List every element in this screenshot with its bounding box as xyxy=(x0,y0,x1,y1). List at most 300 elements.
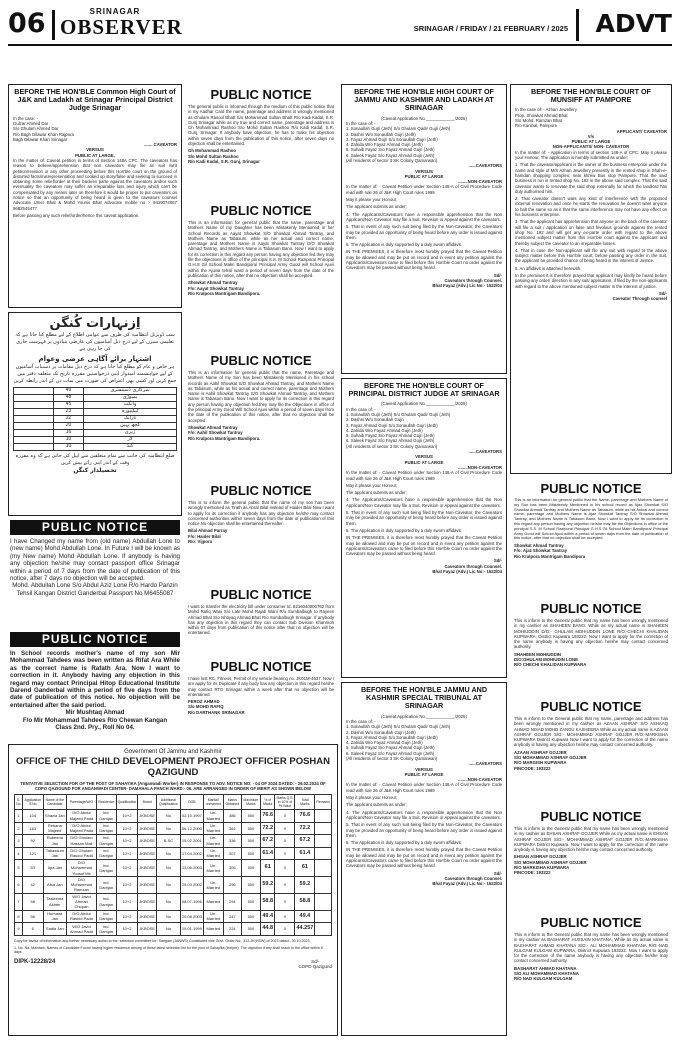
table-cell: JKBOSE xyxy=(138,822,157,835)
table-cell: JKBOSE xyxy=(138,847,157,860)
urdu-tail: ضلع انتظامیہ کی جانب سے تمام متعلقین سے اپیل کی جاتی ہے کہ وہ مقررہ وقت کے اندر اپنی رائے پیش کریں xyxy=(15,453,175,466)
column-header: Total Marks xyxy=(295,795,315,810)
table-cell: Un-Married xyxy=(203,847,223,860)
signature-mark: Sd/- xyxy=(493,272,502,278)
table-cell: 0 xyxy=(275,835,295,848)
urdu-table xyxy=(13,387,177,451)
table-cell: Ind. Damjan xyxy=(96,893,116,910)
party-line: 5. Suhaib Fayaz S/o Fayaz Ahmad Gujri (Jeth) xyxy=(346,147,435,153)
urdu-cell: 45 xyxy=(54,402,84,409)
party-line: 1. Sonaullah Gujri (Jeth) S/o Ghulam Qadir Gujri (Jeth) xyxy=(346,126,451,132)
notice-signature: R/o Kralpora Mantrigam Bandipora. xyxy=(188,435,261,441)
notice-title: PUBLIC NOTICE xyxy=(540,915,642,930)
table-cell: 44.257 xyxy=(295,923,315,936)
notice-body: In the matter of: - Application in terms of section 148-A of CPC. May it please your Honour, The application is humbly submitted as under; xyxy=(515,149,667,161)
urdu-cell: 20 xyxy=(54,423,84,430)
notice-signature: PINCODE: 193222 xyxy=(514,765,551,771)
table-cell xyxy=(315,835,332,848)
table-cell: JKBOSE xyxy=(138,923,157,936)
notice-body: 5. That in event of any such suit being filed by the Non-Caveator, the Caveators may be provided an opportunity of being heard before any order is issued against them. xyxy=(346,510,502,526)
table-cell: 500 xyxy=(241,847,260,860)
notice-body: 6. The Application is duly supported by a duly sworn affidavit. xyxy=(346,840,462,846)
table-cell: 59.2 xyxy=(260,876,275,893)
table-cell: D/O Abdul Majeed Padd xyxy=(67,822,97,835)
notice-body: 4. The Applicants/Caveators have a responsible apprehension that the Non Applicant/Non Caveator may file a Suit, Revision or Appeal against the caveators. xyxy=(346,809,502,820)
table-cell: 6 xyxy=(15,876,23,893)
table-cell: Un-Married xyxy=(203,876,223,893)
table-cell: 247 xyxy=(223,910,241,923)
notice-title: PUBLIC NOTICE xyxy=(210,87,312,102)
public-notice-shaheen xyxy=(510,598,672,694)
table-cell: 49.4 xyxy=(260,910,275,923)
urdu-cell: 23 xyxy=(54,409,84,416)
table-cell: 500 xyxy=(241,923,260,936)
table-cell: Rehana Majeed xyxy=(43,822,66,835)
footnote: Copy for favour of information and further necessary action to the: selection committee for: Sangam (JANWS) Constituted vide Govt. Order No:- 312-JK(HSW) of 2023 dated:- 30.10.2023. xyxy=(14,938,311,943)
notice-signature: R/O MARKISHA KUPWARA xyxy=(514,865,570,871)
table-cell: 8 xyxy=(15,910,23,923)
table-cell: D/O Abdul Rashid Padd xyxy=(67,910,97,923)
notice-body: I want to transfer the electricity bill under consumer Id. 8216040000762 from Mohd Rafiq Wani S/o Late Mohd Rajab Wani R/o Sumbalbugh to Rayees Ahmad Bhat S/o Ishtiyaq Ahmad Bhat R/o Sumbalbugh Srinagar. If anybody has any objection in this regard they can contact Sub Division Khanmoh within 07 days from publication of this notice after that no objection will be entertained. xyxy=(188,604,334,636)
notice-body: 5. That in event of any such suit being filed by the Non-Caveator, the Caveators may be provided an opportunity of being heard before any order is issued against them. xyxy=(346,224,502,240)
notice-signature: Gh Mohammad Rashoo xyxy=(188,148,236,154)
table-cell: 10+2 xyxy=(116,910,138,923)
table-cell: 10+2 xyxy=(116,835,138,848)
table-cell: 10+2 xyxy=(116,923,138,936)
table-cell: No xyxy=(157,923,181,936)
table-cell: W/O Javid Ahmad Chopan xyxy=(67,893,97,910)
notice-signature: S/O ALI MOHAMMAD KHATANA xyxy=(514,971,579,977)
public-notice-ehsan xyxy=(510,806,672,910)
notice-title: BEFORE THE HON'BLE HIGH COURT OF JAMMU AND KASHMIR AND LADAKH AT SRINAGAR xyxy=(354,87,494,113)
notice-signature: Mir Mushtaq Ahmad xyxy=(65,709,125,717)
notice-signature: F/o: Aayat Showkat Tantray xyxy=(188,285,244,291)
table-row xyxy=(15,910,332,923)
public-notice-vehicle xyxy=(184,656,338,740)
notice-signature: Showkat Ahmad Tantray xyxy=(188,424,238,430)
table-cell: Ind. Damjan xyxy=(96,810,116,823)
table-cell: JKBOSE xyxy=(138,860,157,877)
logo-top: SRINAGAR xyxy=(89,7,141,16)
table-row xyxy=(15,822,332,835)
party-role: PUBLIC AT LARGE xyxy=(404,771,444,777)
section-label: ADVT xyxy=(576,9,672,41)
notice-signature: R/O CHECHI KHALIDAN KUPWARA xyxy=(514,662,587,668)
table-cell: Un-Married xyxy=(203,822,223,835)
case-line: In the case of: - xyxy=(346,718,376,724)
table-cell: D/O Mohammad Yousuf Mir xyxy=(67,860,97,877)
notice-body: In the matter of: - Caveat Petition under Section 148-A of Civil Procedure Code read with rule 26 of J&K High Court rules 1999 xyxy=(346,470,502,481)
party-line: 4. Zahida W/o Fayaz Ahmad Gujri (Jeth) xyxy=(346,142,423,148)
notice-title: PUBLIC NOTICE xyxy=(540,481,642,496)
notice-body: In School records mother's name of my son Mir Mohammad Tahdees was been written as Rifat Ara While as the correct name is Rafath Ara. Now I want to correction in it. Anybody having any objection in this regard may contact Principal Hitop Educational Institute Darend Ganderbal within a period of five days from the date of publication of this notice. No objection will be entertained after the said period. xyxy=(10,650,180,709)
notice-signature: FEROZ AHMAD xyxy=(188,699,220,705)
notice-title: PUBLIC NOTICE xyxy=(540,699,642,714)
urdu-table-row xyxy=(14,437,177,444)
notice-body: This is to inform the general public that the name of my son has been wrongly mentioned as Tirath as Abrar Bilal instead of Haider Bilal Now I want to apply for its correction if anybody has any objection he/she may contact concerned authorities within seven days from the date of publication of this notice.No objection shall be entertained thereafter. xyxy=(188,500,334,527)
notice-title: BEFORE THE HON'BLE COURT OF PRINCIPAL DISTRICT JUDGE AT SRINAGAR xyxy=(348,381,500,399)
signature-mark: Sd/- xyxy=(493,558,502,564)
notice-title: PUBLIC NOTICE xyxy=(210,587,312,602)
table-cell: No xyxy=(157,876,181,893)
notice-signature: F/o: Ajaz Showkat Tantray xyxy=(514,548,568,554)
caveat-common-high-court xyxy=(8,84,182,308)
table-cell: Sadia Jan xyxy=(43,923,66,936)
party-role: ......CAVEATORS xyxy=(468,163,502,169)
table-cell: 72.2 xyxy=(295,822,315,835)
urdu-table-row xyxy=(14,395,177,402)
party-line: 5. Suhaib Fayaz S/o Fayaz Ahmad Gujri (Jeth) xyxy=(346,433,435,439)
notice-signature: R/o DARTHANK SRINAGAR xyxy=(188,709,245,715)
notice-signature: Bilal Ahmad Parray xyxy=(188,528,228,534)
table-cell: 61.4 xyxy=(260,847,275,860)
table-cell: 1 xyxy=(15,810,23,823)
table-cell: 67.2 xyxy=(295,835,315,848)
notice-signature: R/o Kadi Kadal, S.R. Gunj, Srinagar xyxy=(188,158,260,164)
application-number: (Caveat Application No.____________/2025) xyxy=(381,115,467,121)
table-cell: Un-Married xyxy=(203,910,223,923)
table-cell: 104 xyxy=(22,810,43,823)
column-header: Name of the Candidate xyxy=(43,795,66,810)
table-row xyxy=(15,893,332,910)
urdu-intro: سب ڈویژنل انتظامیہ کی طرف سے عوامی اطلاع کے لیے مطلع کیا جاتا ہے کہ تعلیمی سیزن کے لیے درج ذیل آسامیوں کی عارضی بنیادوں پر فہرست جاری کی جا رہی ہے xyxy=(15,332,175,352)
party-line: 3. Fayaz Ahmad Gujri S/o Sonaullah Gujri (Jeth) xyxy=(346,136,438,142)
table-cell: Married xyxy=(203,923,223,936)
party-line: 2. Dashni W/o Sonaullah Gujri (Jeth) xyxy=(346,729,416,735)
notice-body: I have lost RC, Fitness, Permit of my vehicle bearing no. JK01M-4637. Now I am apply for its Duplicate if any body has any objection in this regard he/she may contact RTO Srinagar within a week after that no objection will be entertained. xyxy=(188,676,334,697)
notice-signature: F/o: Haider Bilal xyxy=(188,533,221,539)
table-row xyxy=(15,835,332,848)
party-line: 2. Dashni W/o Sonaullah Gujri (Jeth) xyxy=(346,131,416,137)
office-title: OFFICE OF THE CHILD DEVELOPMENT PROJECT OFFICER POSHAN QAZIGUND xyxy=(15,756,331,778)
table-cell: 294 xyxy=(223,893,241,910)
table-cell: 15.02.2001 xyxy=(180,835,203,848)
table-cell: Ind. Damjan xyxy=(96,910,116,923)
urdu-signature: تحصیلدار کنگن xyxy=(73,467,117,474)
notice-title: PUBLIC NOTICE xyxy=(210,483,312,498)
urdu-cell: وانگت xyxy=(84,402,177,409)
urdu-cell: 49 xyxy=(54,388,84,395)
notice-signature: Mohd. Abdullah Lone S/o Abdul Aziz Lone R/o Hardo Panzin Tehsil Kangan District Ganderbal Passport No M6455087 xyxy=(12,582,178,597)
signature-mark: Sd/- xyxy=(658,290,667,296)
party-line: 1. Sonaullah Gujri (Jeth) S/o Ghulam Qadir Gujri (Jeth) xyxy=(346,724,451,730)
notice-signature: R/O MARGISH KUPWARA xyxy=(514,760,567,766)
table-cell: Ind. Damjan xyxy=(96,876,116,893)
urdu-cell-empty xyxy=(14,444,54,451)
table-cell: Ind. Damjan xyxy=(96,923,116,936)
table-cell: 500 xyxy=(241,835,260,848)
notice-title: BEFORE THE HON'BLE Common High Court of J&K and Ladakh at Srinagar Principal District Judge Srinagar xyxy=(14,87,176,113)
urdu-cell: 22 xyxy=(54,416,84,423)
public-notice-son-name xyxy=(184,480,338,584)
party-role: ......CAVEATORS xyxy=(468,449,502,455)
notice-signature: S/o MOHD RAFIQ xyxy=(188,704,224,710)
table-cell: 06.12.2000 xyxy=(180,822,203,835)
table-cell: Humaira Jan xyxy=(43,910,66,923)
notice-item: 2. That caveator doesn't want any kind of interference with the proposed external renovation and once he starts the renovation he doesn't want anyone to halt the same so as it that the same interference may not have any effect on his business enterprise. xyxy=(515,196,667,218)
notice-body: This is inform to the General public that my name has been wrongly mentioned in my cashier as SHAHEEN BANO. While as my actual name is SHAHEEN MOHIUDDIN D/O:- GHULAM MOHIUDDIN LONE R/O:-CHECHI KHALIDAN KUPWARA, District Kupwara 193222. Now I want to apply for the correction of the name anybody is having any objection he/she may contact concerned authority. xyxy=(514,618,668,650)
table-cell: 500 xyxy=(241,893,260,910)
table-cell: Shazia Jan xyxy=(43,810,66,823)
notice-body: May it please your Honour, xyxy=(346,795,398,801)
table-cell: 59.2 xyxy=(295,876,315,893)
table-cell: 10+2 xyxy=(116,810,138,823)
table-cell: 53 xyxy=(22,860,43,877)
table-cell: 5 xyxy=(15,860,23,877)
party-role: APPLICANT/ CAVEATOR xyxy=(616,128,667,134)
party-role: ........NON-CAVEATOR xyxy=(458,179,502,185)
party-line: 3. Fayaz Ahmad Gujri S/o Sonaullah Gujri (Jeth) xyxy=(346,422,438,428)
urdu-cell-empty xyxy=(14,395,54,402)
urdu-cell: 48 xyxy=(54,395,84,402)
table-cell: JKBOSE xyxy=(138,893,157,910)
table-cell: 500 xyxy=(241,860,260,877)
table-cell: 163 xyxy=(22,822,43,835)
urdu-cell-empty xyxy=(14,388,54,395)
case-line: Prop. Showkat Ahmad Bhat xyxy=(515,112,568,118)
caveat-high-court-jk xyxy=(341,84,507,374)
party-role: PUBLIC AT LARGE xyxy=(404,459,444,465)
notice-signature: S/O MOHAMMAD ASHRAF GOJJER xyxy=(514,755,587,761)
versus: VERSUS xyxy=(415,168,433,174)
table-cell: 17.04.2002 xyxy=(180,847,203,860)
dipk-number: DIPK-12228/24 xyxy=(14,958,56,965)
logo: OBSERVER xyxy=(60,15,183,39)
table-cell: 10+2 xyxy=(116,822,138,835)
table-cell: No xyxy=(157,910,181,923)
table-cell: Afsa Jan xyxy=(43,876,66,893)
masthead-divider xyxy=(52,10,55,40)
page-number: 06 xyxy=(8,8,46,39)
table-cell: 307 xyxy=(223,847,241,860)
cdpo-qazigund-selection xyxy=(8,744,338,1036)
column-header: Parentage/W/O xyxy=(67,795,97,810)
urdu-cell: 16 xyxy=(54,430,84,437)
table-cell: No xyxy=(157,860,181,877)
urdu-title: اِزنہارات کُنگن xyxy=(49,316,141,331)
table-cell: 2 xyxy=(15,822,23,835)
notice-signature: F/o Mir Mohammad Tahdees R/o Chewan Kangan xyxy=(22,716,168,724)
notice-body: IN THE PREMISES, it is therefore most humbly prayed that the Caveat Petition may be allowed and may be put on record and in event any petition against the Applicants/Caveators came to filed before this Hon'ble Court no order against the Caveators may be passed without being heard. xyxy=(346,535,502,557)
notice-body: 6. The Application is duly supported by a duly sworn affidavit. xyxy=(346,527,462,533)
table-cell: 9 xyxy=(15,923,23,936)
notice-item: 4. That in case the Non-applicant will file any suit with regard to the above subject matter before this Hon'ble court, before passing any order in the suit, the applicant be provided chance of being heard in the interest of Justice. xyxy=(515,247,667,264)
notice-body: Before passing any such relief/order/hence this caveat application. xyxy=(13,212,140,218)
notice-title: PUBLIC NOTICE xyxy=(10,632,180,647)
versus: V/s xyxy=(587,133,595,139)
notice-title: PUBLIC NOTICE xyxy=(10,520,180,535)
notice-body: This is inform to the General public that my name has been wrongly mentioned in my cashier as BASHARAT HUSSAIN KHATANA, While as my actual name is BASHARAT AHMAD KHATANA S/O:- ALI MOHAMMAD KHATANA R/O:-NAD KULGAM KULGAM KUPWARA. District Kupwara 193222. Now I want to apply for the correction of the name anybody is having any objection he/she may contact concerned authority. xyxy=(514,932,668,964)
urdu-table-row xyxy=(14,444,177,451)
urdu-cell: لار xyxy=(84,437,177,444)
party-role: ........NON-CAVEATOR xyxy=(458,464,502,470)
table-cell: 500 xyxy=(241,822,260,835)
public-notice-son-record xyxy=(184,350,338,480)
table-cell: 42 xyxy=(22,876,43,893)
table-cell: B.SC xyxy=(157,835,181,848)
table-cell: 61 xyxy=(295,860,315,877)
table-cell xyxy=(315,893,332,910)
notice-body: This is an information for general public that the Name, parentage and Mothers Name of my Son has been Mistakenly Mentioned in his school record as Ajaz Showkat S/O Showkat Ahmad Tantray and Mothers Name as Tabasum, while as his Actual and correct name, parentage and Mothers Name is Ajaz Showkat Tantray S/O Showkat Ahmad Tantray, and Mothers Name is Tabasum Bano. Now I want to apply for its correction in this regard any person having any objection he/she may file the Objections in office of the principal S.S. M School Razipora/ Principal G.H.S Gil School Makri Bandipora/ Principal Army Good will School Ajuvi within a period of seven days from the date of publication of this notice, after that no objection shall be accepted. xyxy=(514,497,668,541)
urdu-cell: نارانگ xyxy=(84,416,177,423)
table-cell: Married xyxy=(203,893,223,910)
notice-signature: F/o: Aahil Showkat Tantray xyxy=(188,430,243,436)
counsel-line: Bhat Fayaz (Adv.) Lic No:- 1522/04 xyxy=(432,881,502,887)
notice-body: 4. The Applicants/Caveators have a responsible apprehension that the Non Applicant/Non Caveator may file a Suit, Revision or Appeal against the caveators. xyxy=(346,211,502,222)
signature-mark: Sd/- xyxy=(493,870,502,876)
table-cell: 08.07.1996 xyxy=(180,893,203,910)
party-role: ........NON-CAVEATOR xyxy=(458,777,502,783)
notice-body: IN THE PREMISES, it is therefore most humbly prayed that the Caveat Petition may be allowed and may be put on record and in event any petition against the Applicants/Caveators came to filed before this Hon'ble Court no order against the Caveators may be passed without being heard. xyxy=(346,847,502,869)
table-cell: 500 xyxy=(241,876,260,893)
urdu-subtitle: اشتہار برائے آگاہی عرضی وعوام xyxy=(38,355,152,363)
urdu-cell-empty xyxy=(14,416,54,423)
application-number: (Caveat Application No.____________/2025) xyxy=(381,713,467,719)
column-header: S. No xyxy=(15,795,23,810)
public-notice-name-change xyxy=(8,520,182,630)
notice-signature: S/o Mohd Sultan Rashoo xyxy=(188,153,239,159)
table-cell: 02.10.1997 xyxy=(180,810,203,823)
column-header: Additional Qualification xyxy=(157,795,181,810)
notice-signature: Caveator Through counsel xyxy=(612,296,667,302)
notice-body: In the matter of: - Caveat Petition under Section 148-A of Civil Procedure Code read with rule 26 of J&K High Court rules 1999 xyxy=(346,782,502,793)
table-cell: No xyxy=(157,847,181,860)
table-row xyxy=(15,810,332,823)
notice-title: PUBLIC NOTICE xyxy=(210,659,312,674)
notice-signature: Caveators through Counsel. xyxy=(444,875,502,881)
table-cell: 362 xyxy=(223,822,241,835)
notice-body: In the matter of: - Caveat Petition under Section 148-A of Civil Procedure Code read with rule 26 of J&K High Court rules 1999 xyxy=(346,184,502,195)
party-residence: (All residents of sector 3 SK Colony Qamarwari) xyxy=(346,443,438,449)
notice-body: In the premises it is therefore prayed that applicant may kindly be heard before passing any order/ direction in any suit/ application, if filed by the non-applicants with regard to the above mentioned subject matter in the interest of justice. xyxy=(515,273,667,289)
table-cell: Ind. Damjan xyxy=(96,860,116,877)
notice-body: 6. The Application is duly supported by a duly sworn affidavit. xyxy=(346,242,462,248)
table-cell: 76.6 xyxy=(295,810,315,823)
table-cell: Ind. Damjan xyxy=(96,835,116,848)
notice-body: May it please your Honour, xyxy=(346,482,398,488)
urdu-table-row xyxy=(14,409,177,416)
notice-body: The applicant submits as under; xyxy=(346,204,407,210)
notice-signature: PINCODE: 193222 xyxy=(514,870,551,876)
notice-signature: BASHARAT AHMAD KHATANA xyxy=(514,965,577,971)
notice-body: 4. The Applicants/Caveators have a responsible apprehension that the Non Applicant/Non Caveator may file a Suit, Revision or Appeal against the caveators. xyxy=(346,497,502,508)
table-cell: 0 xyxy=(275,822,295,835)
notice-signature: EHSAN ASHRAF GOJJER xyxy=(514,854,567,860)
case-line: S/o Ghulam Ahmed Dar xyxy=(13,126,59,132)
versus: VERSUS xyxy=(86,147,104,153)
table-cell: 58 xyxy=(22,893,43,910)
urdu-cell: ٹیکیپورہ xyxy=(84,409,177,416)
table-row xyxy=(15,847,332,860)
notice-body: This is an information for general public that the name, parentage and Mothers Name of my Daughter has been Mistakenly Mentioned in her School Records as Aayat Showkat S/O Showkat Ahmad Tantray, and Mothers Name as Tabasum, while as her actual and correct name, parentage and Mothers Name is Aayat Showkat Tantray D/O Showkat Ahmad Tantray, and Mothers Name is Tabasum Bano. Now I want to apply for its correction in this regard any person having any objection fed.they may file the objections in office of the principal S.S. M School Razipora/ Principal G.H.S Gil School Makri Bandipora/ Principal Army Good will School Ajuvi within the Ajuvia tehsil ward a period of seven days from the date of the publication of this notice, after that no objection shall be accepted. xyxy=(188,220,334,278)
notice-body: May it please your Honour, xyxy=(346,197,398,203)
party-role: PUBLIC AT LARGE xyxy=(404,173,444,179)
party-line: 4. Zahida W/o Fayaz Ahmad Gujri (Jeth) xyxy=(346,740,423,746)
table-cell: 58.8 xyxy=(260,893,275,910)
public-notice-basharat xyxy=(510,912,672,1036)
table-row xyxy=(15,860,332,877)
caveat-special-tribunal xyxy=(341,682,507,1036)
notice-body: This is inform to the General public that my name has been wrongly mentioned in my cashier as EHSAN ASHRAF GOJJER While as my actual name is EHSAN ASHRAF GOJJER S/O:- MOHAMMAD ASHRAF GOJJER R/O:-MARKISHA KUPWARA District Kupwara. Now I want to apply for the correction of the name anybody is having any objection he/she may contact concerned authority. xyxy=(514,826,668,853)
table-cell: 6 xyxy=(22,923,43,936)
column-header: Application S.No xyxy=(22,795,43,810)
table-cell: 121 xyxy=(22,847,43,860)
party-line: 2. Dashni W/o Sonaullah Gujri xyxy=(346,417,404,423)
table-cell: 3 xyxy=(15,835,23,848)
table-cell xyxy=(315,876,332,893)
versus: VERSUS xyxy=(415,454,433,460)
party-line: 6. Saleek Fayaz S/o Fayaz Ahmad Gujri (Jeth) xyxy=(346,438,435,444)
public-notice-school-record xyxy=(8,632,182,740)
public-notice-ajaz-record xyxy=(510,478,672,596)
table-cell: No xyxy=(157,893,181,910)
notice-title: PUBLIC NOTICE xyxy=(210,353,312,368)
signature-mark: Sd/- xyxy=(311,958,320,964)
counsel-line: Bhat Fayaz (Adv.) Lic No:- 1522/04 xyxy=(432,283,502,289)
table-cell xyxy=(315,860,332,877)
notice-item: 1. That the caveator/applicant is the owner of the business enterprise under the name and style of M/S Azhan Jewellery presently in the rented shop in Shah-e-hamdan shopping complex, near khrew Bus stop Pampore. That the said business is run in rented shop No. 192 in the above said complex. That the said caveator wants to renovate the said shop externally for which the landlord has duly authorised him. xyxy=(515,162,667,194)
government-line: Government Of Jammu and Kashmir xyxy=(124,749,222,755)
notice-title: BEFORE THE HON'BLE JAMMU AND KASHMIR SPECIAL TRIBUNAL AT SRINAGAR xyxy=(360,685,488,711)
table-cell: 7 xyxy=(15,893,23,910)
table-cell: 58.8 xyxy=(295,893,315,910)
case-line: R/o Kanibal, Pampore xyxy=(515,123,558,129)
table-cell: 296 xyxy=(223,876,241,893)
versus: VERSUS xyxy=(415,766,433,772)
notice-body: This is an information for general public that the name, Parentage and Mothers Name of my Son has been Mistakenly Mentioned in his school records as Aahil Showkat S/O Showkat Ahmad Tantray, and Mothers Name as Tabasum, while as his actual and correct name, parentage and Mothers Name is Aahil Showkat Tantray S/O Showkat Ahmad Tantray, and Mothers Name is Tabasum Bano. Now I want to apply for its correction in this regard any person having any objection fed.they may file the Objections in office of the principal Army Good Will School Ajuvi within a period of seven days from the date of the publication of this notice, after that no objection shall be accepted. xyxy=(188,370,334,423)
party-role: ....... CAVEATOR xyxy=(144,142,177,148)
table-cell: Un-Married xyxy=(203,810,223,823)
notice-signature: AZAAN ASHRAF GOJJER xyxy=(514,749,567,755)
application-number: (Caveat Application No.____________/2025) xyxy=(381,401,467,407)
party-line: 4. Zahida W/o Fayaz Ahmad Gujri (Jeth) xyxy=(346,427,423,433)
table-cell: D/O Abdul Majeed Padd xyxy=(67,810,97,823)
masthead xyxy=(8,6,672,46)
urdu-cell: گنڈ xyxy=(84,444,177,451)
table-cell: 10+2 xyxy=(116,860,138,877)
table-cell: 0 xyxy=(275,876,295,893)
table-cell: Ind. Damjan xyxy=(96,822,116,835)
notice-signature: Caveators through Counsel. xyxy=(444,277,502,283)
notice-title: PUBLIC NOTICE xyxy=(540,809,642,824)
table-cell: Un-Married xyxy=(203,860,223,877)
notice-signature: R/o: Vijpora xyxy=(188,539,213,545)
table-cell: 19.01.1999 xyxy=(180,923,203,936)
notice-signature: SHAHEEN MOHIUDDIN xyxy=(514,651,562,657)
table-cell xyxy=(315,847,332,860)
table-cell: JKBOSE xyxy=(138,810,157,823)
notice-signature: R/o Kralpora Mantrigam Bandipora xyxy=(514,553,586,559)
table-cell: 0 xyxy=(275,910,295,923)
notice-signature: Showkat Ahmad Tantray xyxy=(514,543,564,549)
column-header: Marital/ unmarried xyxy=(203,795,223,810)
column-header: Qualification xyxy=(116,795,138,810)
urdu-cell: کچھ نہیں xyxy=(84,423,177,430)
urdu-cell: ژیری xyxy=(84,430,177,437)
urdu-body: ہر خاص و عام کو مطلع کیا جاتا ہے کہ درج ذیل مقامات پر دستیاب آسامیوں کے لیے خواہشمند امیدوار اپنی درخواستیں مقررہ تاریخ تک متعلقہ دفتر میں جمع کریں اور کسی بھی اعتراض کی صورت میں سات دن کے اندر رابطہ کریں xyxy=(13,364,177,384)
table-cell: 10+2 xyxy=(116,876,138,893)
notice-body: I have Changed my name from (old name) Abdullah Lone to (new name) Mohd Abdullah Lone. In Future I will be known as (my New name) Mohd Abdullah Lone. If anybody is having any objection he/she may contact passport office Srinagar within a period of 7 days from the date of publication of this notice, after 7 days no objection will be accepted. xyxy=(10,538,180,583)
urdu-table-row xyxy=(14,388,177,395)
table-cell: 44.8 xyxy=(260,923,275,936)
table-cell: 224 xyxy=(223,923,241,936)
urdu-advertisement xyxy=(8,312,182,516)
table-cell: 500 xyxy=(241,810,260,823)
table-cell: W/O Javid Ahmad Padd xyxy=(67,923,97,936)
table-cell: 56 xyxy=(22,910,43,923)
counsel-line: Bhat Fayaz (Adv.) Lic No:- 1522/04 xyxy=(432,569,502,575)
party-residence: (All residents of sector 3 SK Colony Qamarwari) xyxy=(346,755,438,761)
